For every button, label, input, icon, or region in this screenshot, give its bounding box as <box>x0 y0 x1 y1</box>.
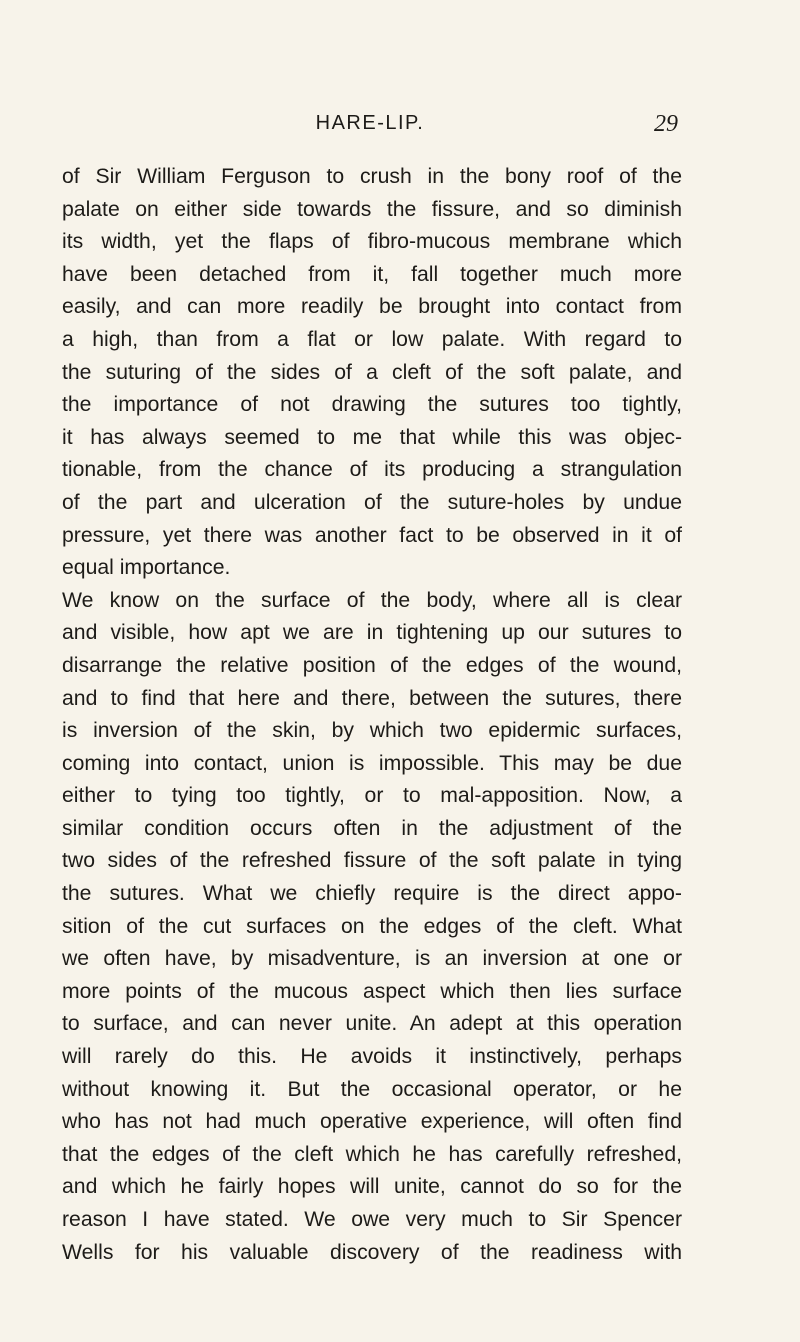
text-line: tionable, from the chance of its producing a strangulation <box>62 458 682 482</box>
text-line: have been detached from it, fall together much more <box>62 262 682 286</box>
text-line: its width, yet the flaps of fibro-mucous membrane which <box>62 230 682 254</box>
body-text <box>62 161 682 1269</box>
text-line: will rarely do this. He avoids it instinctively, perhaps <box>62 1045 682 1069</box>
text-line: equal importance. <box>62 556 231 580</box>
text-line: of the part and ulceration of the suture-holes by undue <box>62 490 682 514</box>
text-line: we often have, by misadventure, is an inversion at one or <box>62 947 682 971</box>
text-line: and to find that here and there, between the sutures, there <box>62 686 682 710</box>
text-line: and which he fairly hopes will unite, cannot do so for the <box>62 1175 682 1199</box>
text-line: Wells for his valuable discovery of the readiness with <box>62 1240 682 1264</box>
text-line: disarrange the relative position of the edges of the wound, <box>62 653 682 677</box>
text-line: a high, than from a flat or low palate. With regard to <box>62 327 682 351</box>
text-line: the importance of not drawing the sutures too tightly, <box>62 393 682 417</box>
text-line: two sides of the refreshed fissure of the soft palate in tying <box>62 849 682 873</box>
text-line: who has not had much operative experience, will often find <box>62 1110 682 1134</box>
text-line: of Sir William Ferguson to crush in the bony roof of the <box>62 165 682 188</box>
text-line: and visible, how apt we are in tightening up our sutures to <box>62 621 682 645</box>
text-line: reason I have stated. We owe very much to Sir Spencer <box>62 1208 682 1231</box>
text-line: that the edges of the cleft which he has carefully refreshed, <box>62 1142 682 1166</box>
running-title: HARE-LIP. <box>315 112 425 134</box>
text-line: similar condition occurs often in the adjustment of the <box>62 816 682 840</box>
text-line: without knowing it. But the occasional operator, or he <box>62 1077 682 1101</box>
text-line: the suturing of the sides of a cleft of the soft palate, and <box>62 360 682 384</box>
text-line: it has always seemed to me that while this was objec- <box>62 425 682 449</box>
text-line: the sutures. What we chiefly require is the direct appo- <box>62 882 682 906</box>
text-line: We know on the surface of the body, where all is clear <box>62 588 682 612</box>
text-line: either to tying too tightly, or to mal-apposition. Now, a <box>62 784 682 808</box>
running-head <box>62 112 678 142</box>
text-line: to surface, and can never unite. An adept at this operation <box>62 1012 682 1036</box>
text-line: palate on either side towards the fissure, and so diminish <box>62 197 682 221</box>
text-line: sition of the cut surfaces on the edges of the cleft. What <box>62 914 682 938</box>
text-line: coming into contact, union is impossible. This may be due <box>62 751 682 775</box>
text-line: pressure, yet there was another fact to be observed in it of <box>62 523 682 547</box>
text-line: is inversion of the skin, by which two epidermic surfaces, <box>62 719 682 743</box>
text-line: more points of the mucous aspect which then lies surface <box>62 979 682 1003</box>
page-number: 29 <box>654 111 678 137</box>
text-line: easily, and can more readily be brought into contact from <box>62 295 682 319</box>
